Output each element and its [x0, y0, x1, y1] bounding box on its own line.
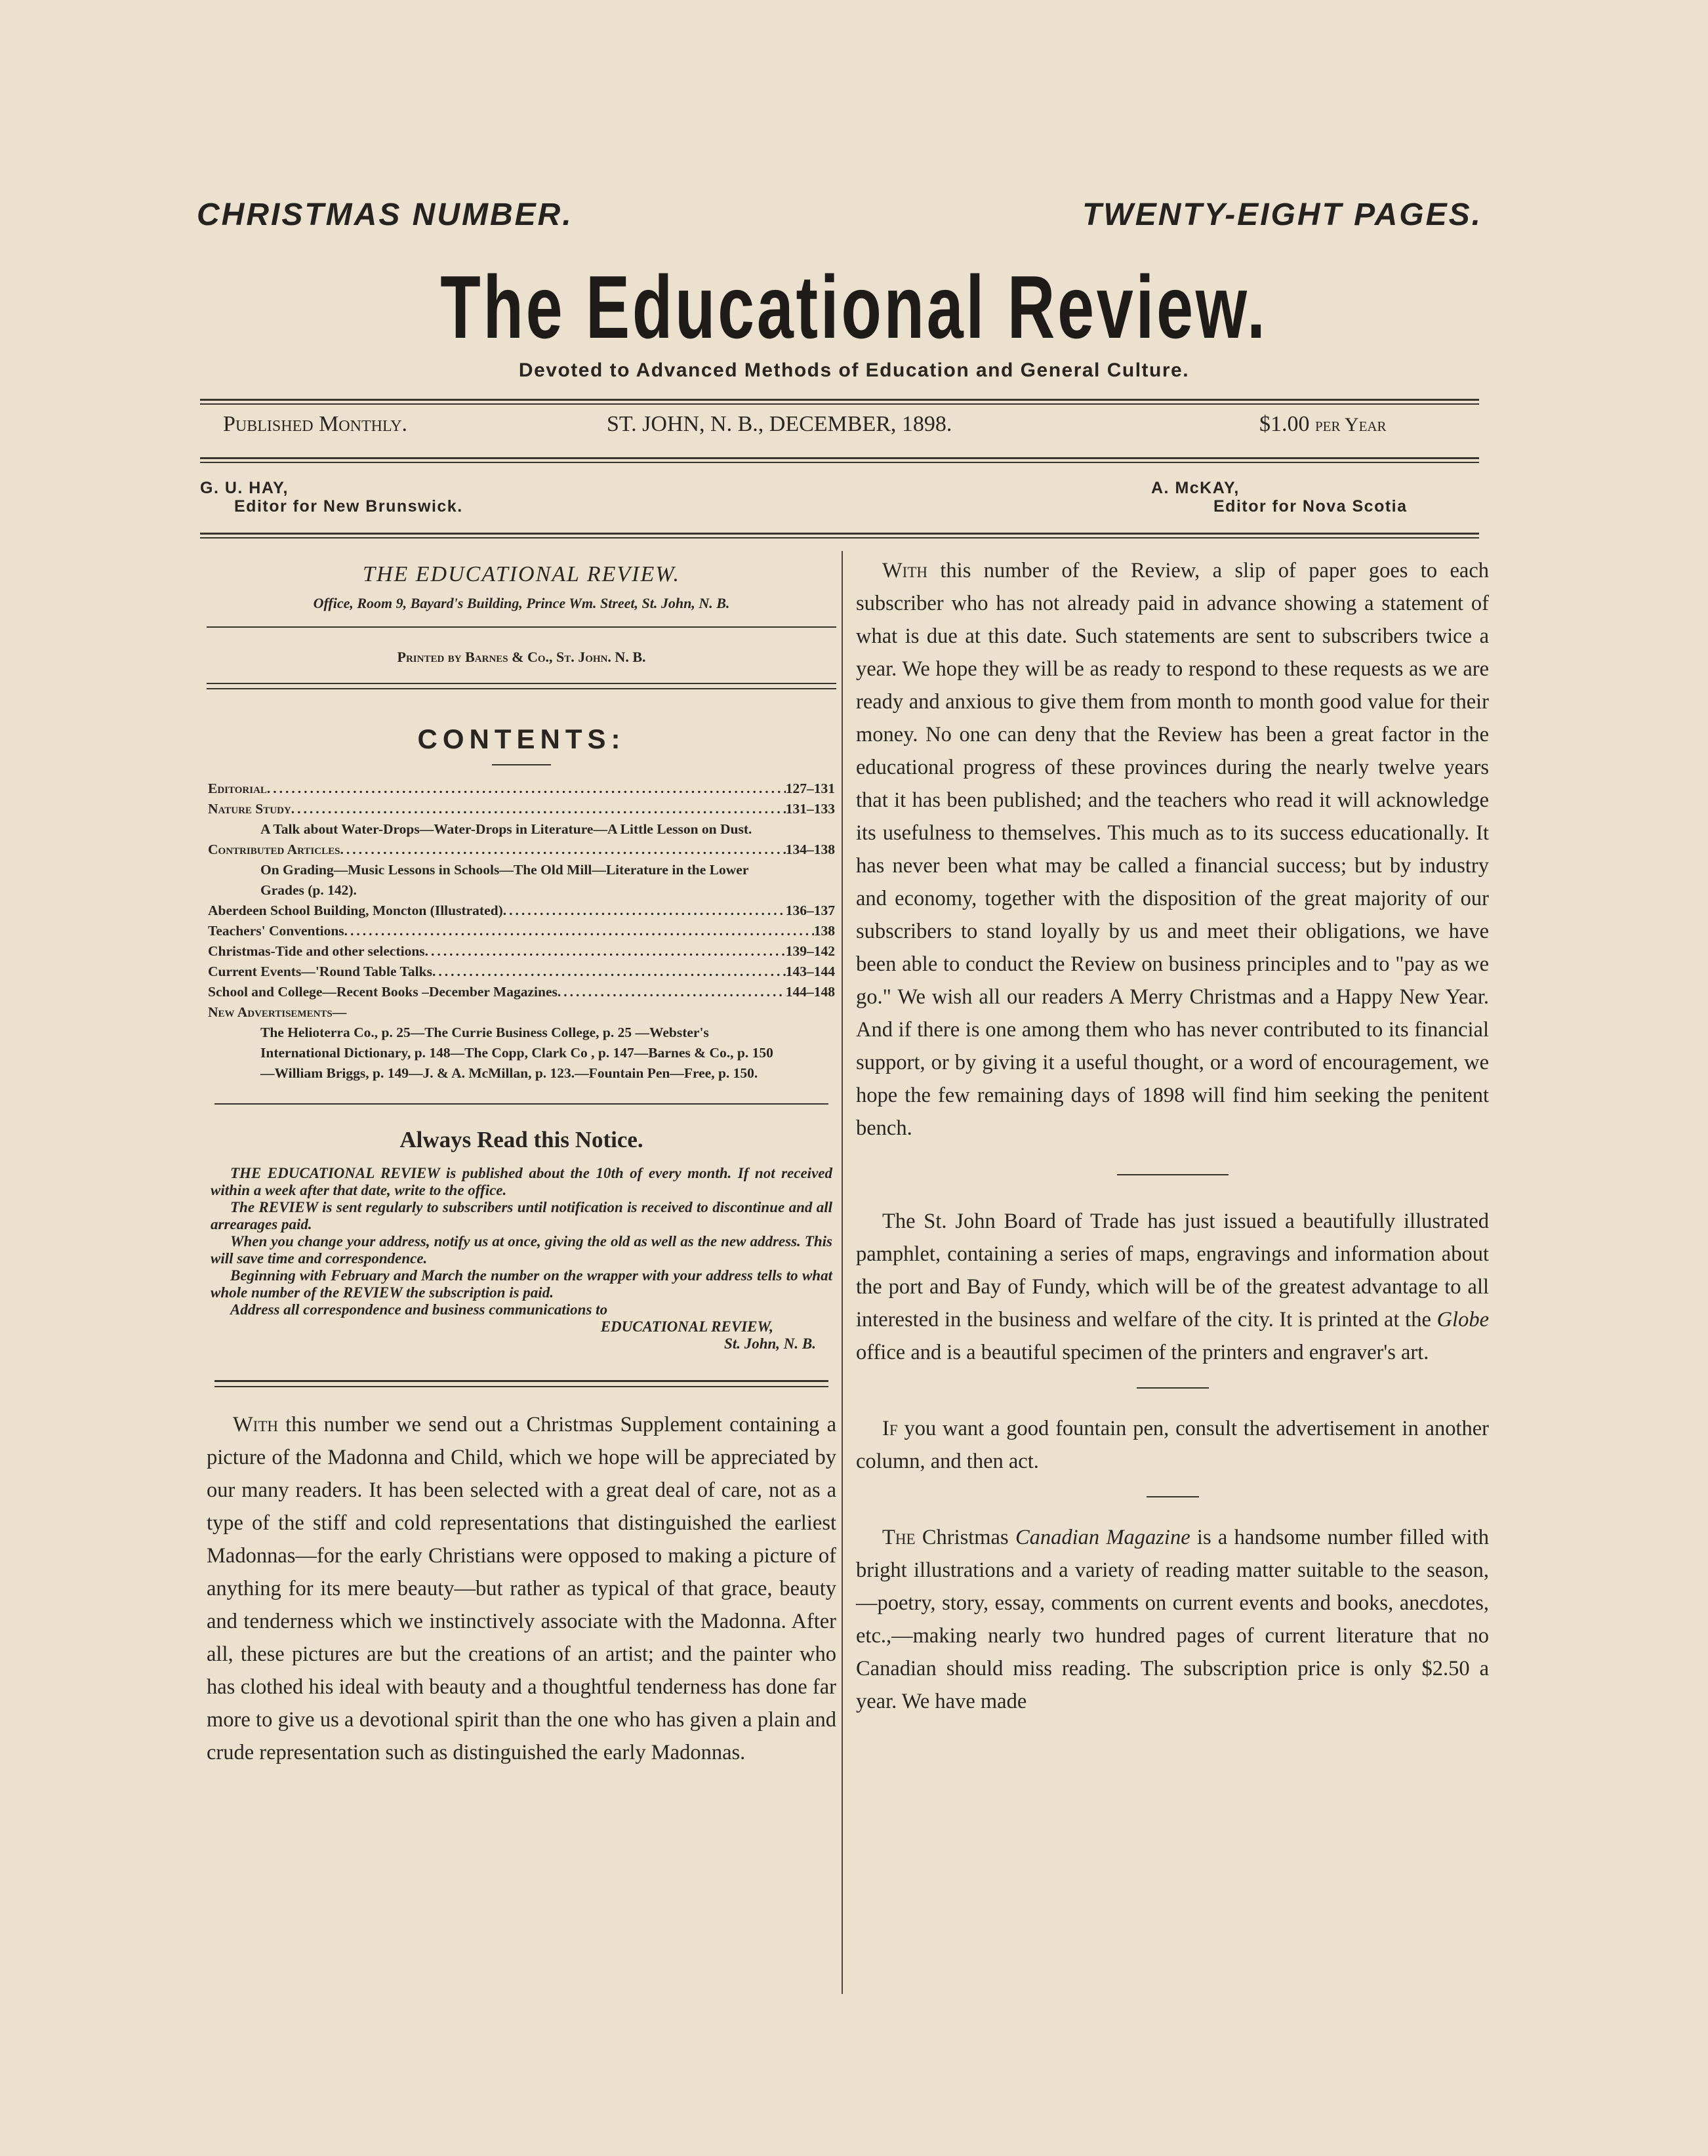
lead-word: With	[233, 1413, 278, 1436]
board-of-trade-article	[856, 1205, 1489, 1369]
top-header	[197, 197, 1482, 236]
right-column	[856, 554, 1489, 1718]
rule	[207, 688, 836, 689]
masthead-tagline: Devoted to Advanced Methods of Education and General Culture.	[518, 359, 1190, 381]
toc-label: Aberdeen School Building, Moncton (Illustrated)	[208, 903, 503, 918]
notice-paragraph: The REVIEW is sent regularly to subscribers until notification is received to discontinue and all arrearages paid.	[211, 1199, 832, 1232]
rule	[200, 537, 1479, 539]
article-text: Christmas	[915, 1526, 1015, 1549]
subscription-article	[856, 554, 1489, 1145]
notice-paragraph: Beginning with February and March the number on the wrapper with your address tells to what whole number of the REVIEW the subscription is paid.	[211, 1267, 832, 1301]
christmas-supplement-article	[207, 1408, 836, 1769]
toc-subentry: On Grading—Music Lessons in Schools—The Old Mill—Literature in the Lower Grades (p. 142).	[260, 862, 748, 898]
toc-entry	[208, 962, 835, 982]
published-monthly: Published Monthly.	[223, 412, 408, 436]
fountain-pen-article	[856, 1412, 1489, 1478]
toc-entry	[208, 799, 835, 819]
lead-word: The	[882, 1526, 916, 1549]
publication-row	[223, 412, 1456, 445]
left-column	[207, 554, 836, 1769]
toc-entry	[208, 921, 835, 941]
toc-pages: 139–142	[785, 943, 835, 959]
page-count-label: TWENTY-EIGHT PAGES.	[1082, 197, 1482, 232]
rule	[1147, 1496, 1199, 1497]
masthead-title: The Educational Review.	[440, 257, 1268, 357]
rule	[214, 1386, 828, 1387]
price-value: $1.00	[1259, 412, 1310, 436]
canadian-magazine-article	[856, 1521, 1489, 1718]
rule	[200, 403, 1479, 405]
toc-pages: 136–137	[785, 903, 835, 918]
rule	[214, 1103, 828, 1105]
article-text: this number we send out a Christmas Supplement containing a picture of the Madonna and Child, which we hope will be appreciated by our many readers. It has been selected with a great deal of care, not as a type of the stiff and cold representations that distinguished the earliest Madonnas—for the early Christians were opposed to making a picture of anything for its mere beauty—but rather as typical of that grace, beauty and tenderness which we instinctively associate with the Madonna. After all, these pictures are but the creations of an artist; and the painter who has clothed his ideal with beauty and a thoughtful tenderness has done far more to give us a devotional spirit than the one who has given a plain and crude representation such as distinguished the early Madonnas.	[207, 1413, 836, 1764]
article-emphasis: Globe	[1436, 1308, 1489, 1332]
editor-role: Editor for New Brunswick.	[234, 497, 463, 516]
toc-pages: 143–144	[785, 964, 835, 979]
notice-paragraph: When you change your address, notify us at once, giving the old as well as the new address. This will save time and correspondence.	[211, 1233, 832, 1267]
toc-pages: 144–148	[785, 984, 835, 1000]
notice-paragraph: THE EDUCATIONAL REVIEW is published about the 10th of every month. If not received within a week after that date, write to the office.	[211, 1165, 832, 1198]
price	[1259, 412, 1387, 437]
article-text: office and is a beautiful specimen of the printers and engraver's art.	[856, 1341, 1429, 1364]
toc-label: Editorial	[208, 781, 267, 796]
rule	[1117, 1174, 1229, 1175]
toc-pages: 127–131	[785, 781, 835, 796]
toc-pages: 131–133	[785, 801, 835, 817]
toc-entry	[208, 941, 835, 962]
lead-word: With	[882, 559, 927, 582]
column-divider	[842, 551, 843, 1994]
rule	[492, 764, 551, 765]
toc-label: Current Events—'Round Table Talks	[208, 964, 432, 979]
toc-label: Nature Study	[208, 801, 291, 817]
notice-heading: Always Read this Notice.	[399, 1127, 643, 1152]
toc-advertisements-label: New Advertisements—	[208, 1004, 347, 1020]
editor-nova-scotia	[1151, 479, 1408, 516]
toc-entry	[208, 901, 835, 921]
notice-paragraph: Address all correspondence and business communications to	[230, 1301, 608, 1318]
notice-signature-place: St. John, N. B.	[724, 1335, 816, 1352]
price-unit: per Year	[1315, 414, 1387, 436]
toc-pages: 134–138	[785, 842, 835, 857]
article-text: you want a good fountain pen, consult the advertisement in another column, and then act.	[856, 1417, 1489, 1473]
table-of-contents	[207, 779, 836, 1084]
toc-entry	[208, 779, 835, 799]
article-text: this number of the Review, a slip of paper goes to each subscriber who has not already paid in advance showing a statement of what is due at this date. Such statements are sent to subscribers twice a year. We hope they will be as ready to respond to these requests as we are ready and anxious to give them from month to month good value for their money. No one can deny that the Review has been a great factor in the educational progress of these provinces during the nearly twelve years that it has been published; and the teachers who read it will acknowledge its usefulness to themselves. This much as to its success educationally. It has never been what may be called a financial success; but by industry and economy, together with the disposition of the great majority of our subscribers to stand loyally by us and meet their obligations, we have been able to conduct the Review on business principles and to "pay as we go." We wish all our readers A Merry Christmas and a Happy New Year. And if there is one among them who has never contributed to its financial support, or by giving it a useful thought, or a word of encouragement, we hope the few remaining days of 1898 will find him seeking the penitent bench.	[856, 559, 1489, 1140]
rule	[214, 1380, 828, 1382]
article-text: The St. John Board of Trade has just issued a beautifully illustrated pamphlet, containing a series of maps, engravings and information about the port and Bay of Fundy, which will be of the greatest advantage to all interested in the business and welfare of the city. It is printed at the	[856, 1210, 1489, 1332]
review-masthead-title: THE EDUCATIONAL REVIEW.	[363, 562, 680, 586]
toc-label: Teachers' Conventions	[208, 923, 344, 939]
editor-new-brunswick	[200, 479, 463, 516]
toc-label: Christmas-Tide and other selections	[208, 943, 425, 959]
editor-name: A. McKAY,	[1151, 479, 1240, 497]
rule	[200, 457, 1479, 459]
rule	[207, 626, 836, 628]
toc-label: School and College—Recent Books –December Magazines	[208, 984, 558, 1000]
toc-entry	[208, 982, 835, 1002]
place-and-date: ST. JOHN, N. B., DECEMBER, 1898.	[607, 412, 952, 436]
toc-label: Contributed Articles	[208, 842, 340, 857]
lead-word: If	[882, 1417, 898, 1440]
rule	[200, 533, 1479, 535]
printer-line: Printed by Barnes & Co., St. John. N. B.	[397, 649, 646, 665]
article-emphasis: Canadian Magazine	[1015, 1526, 1190, 1549]
rule	[1137, 1387, 1209, 1389]
editor-role: Editor for Nova Scotia	[1213, 497, 1408, 516]
toc-subentry: A Talk about Water-Drops—Water-Drops in Literature—A Little Lesson on Dust.	[260, 821, 752, 837]
rule	[207, 683, 836, 684]
notice-body	[207, 1165, 836, 1353]
toc-pages: 138	[813, 923, 835, 939]
toc-advertisements: The Helioterra Co., p. 25—The Currie Business College, p. 25 —Webster's International Dictionary, p. 148—The Copp, Clark Co , p. 147—Barnes & Co., p. 150—William Briggs, p. 149—J. & A. McMillan, p. 123.—Fountain Pen—Free, p. 150.	[260, 1025, 773, 1081]
editor-name: G. U. HAY,	[200, 479, 289, 497]
article-text: is a handsome number filled with bright illustrations and a variety of reading matter suitable to the season,—poetry, story, essay, comments on current events and books, anecdotes, etc.,—making nearly two hundred pages of current literature that no Canadian should miss reading. The subscription price is only $2.50 a year. We have made	[856, 1526, 1489, 1713]
notice-signature: EDUCATIONAL REVIEW,	[600, 1318, 773, 1335]
christmas-number-label: CHRISTMAS NUMBER.	[197, 197, 573, 232]
contents-heading: CONTENTS:	[417, 723, 626, 754]
office-address: Office, Room 9, Bayard's Building, Prince Wm. Street, St. John, N. B.	[313, 595, 730, 611]
rule	[200, 399, 1479, 401]
toc-entry	[208, 840, 835, 860]
rule	[200, 462, 1479, 463]
